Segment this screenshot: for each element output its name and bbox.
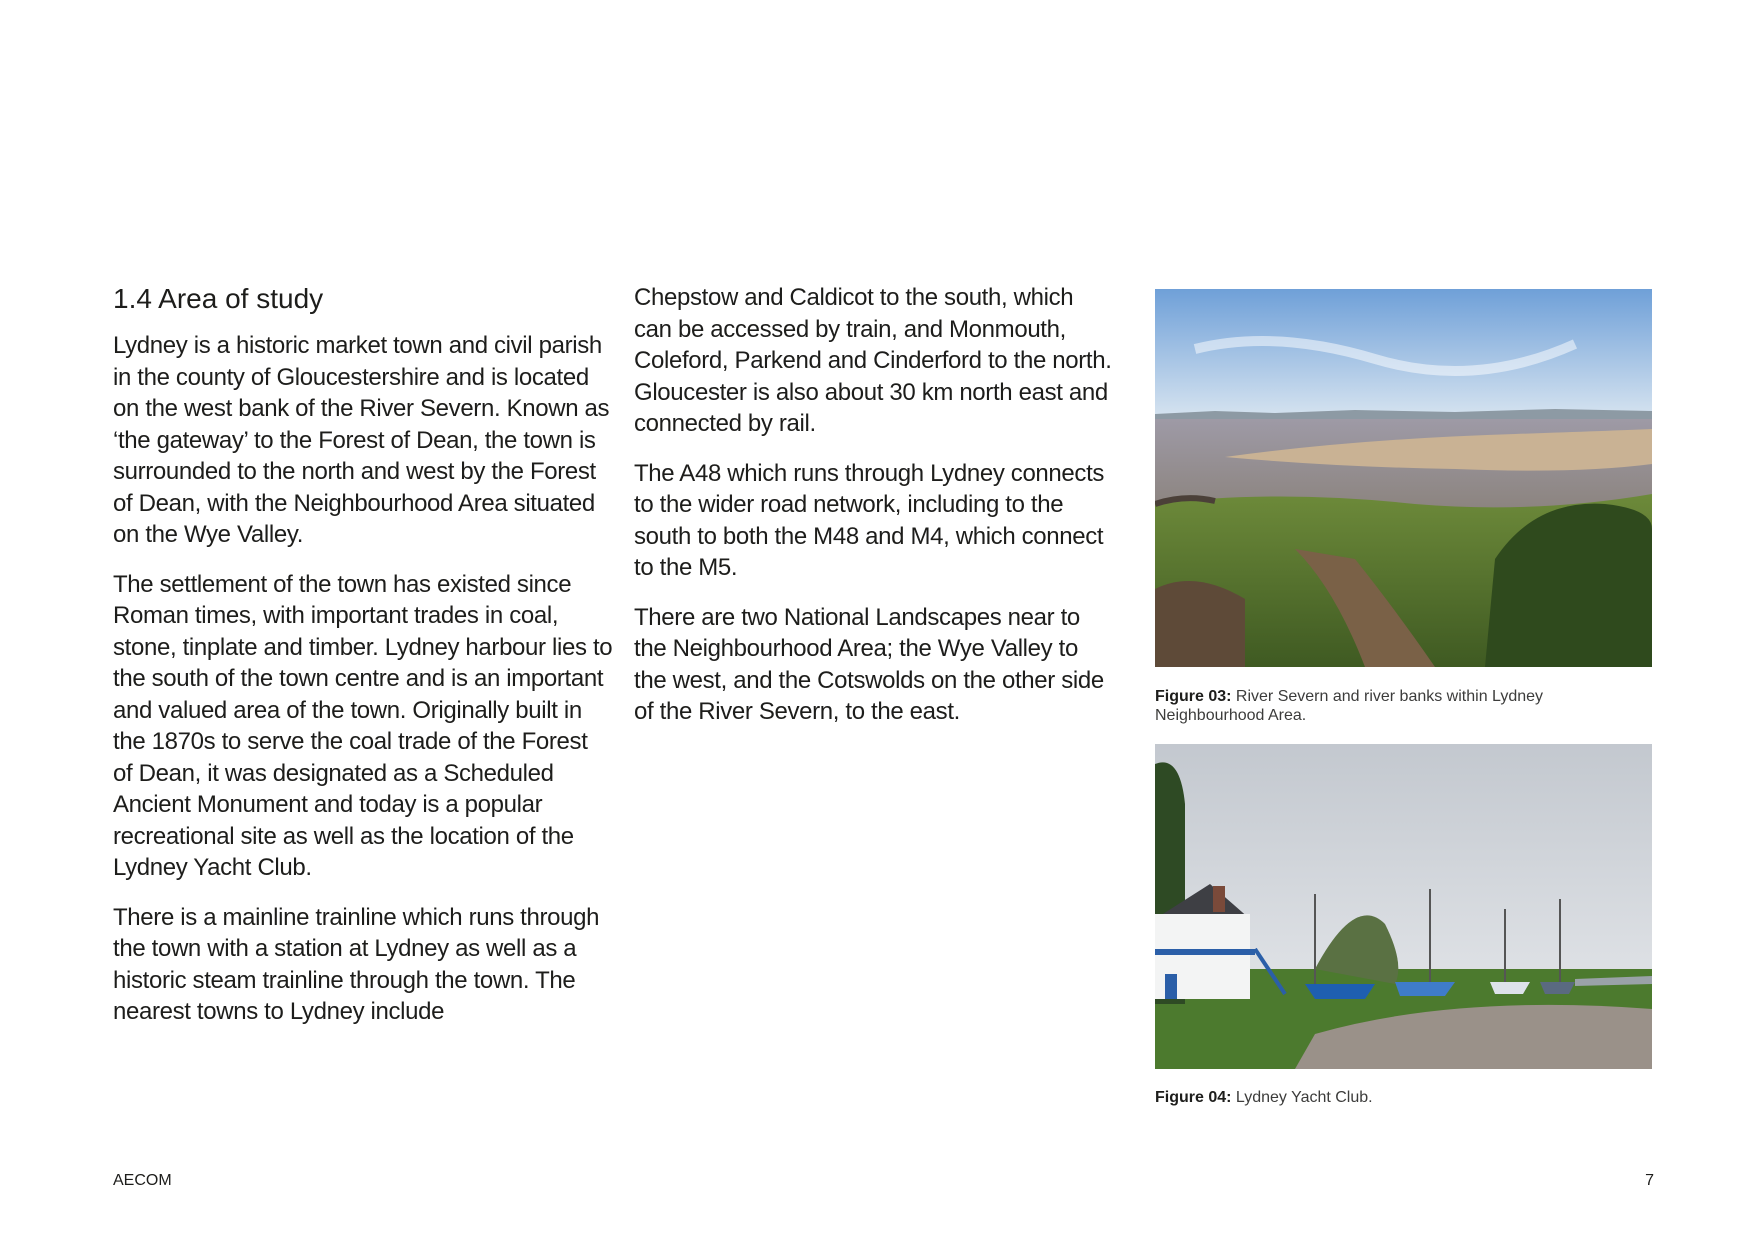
paragraph: Lydney is a historic market town and civil parish in the county of Gloucestershire and is located on the west bank of the River Severn. Known as ‘the gateway’ to the Forest of Dean, the town is surrounded to the north and west by the Forest of Dean, with the Neighbourhood Area situated on the Wye Valley. (113, 332, 610, 548)
paragraph: There is a mainline trainline which runs through the town with a station at Lydney as well as a historic steam trainline through the town. The nearest towns to Lydney include (113, 903, 600, 1025)
figure-04-caption (1155, 1088, 1655, 1107)
paragraph: Chepstow and Caldicot to the south, which can be accessed by train, and Monmouth, Coleford, Parkend and Cinderford to the north. Gloucester is also about 30 km north east and connected by rail. (634, 284, 1112, 437)
figure-04-photo (1155, 744, 1652, 1069)
figure-04-label: Figure 04: (1155, 1089, 1232, 1106)
text-column-2 (634, 282, 1114, 746)
figure-03-caption (1155, 687, 1655, 725)
footer-brand: AECOM (113, 1172, 172, 1189)
figure-03-caption-text: River Severn and river banks within Lydney Neighbourhood Area. (1155, 688, 1544, 724)
text-column-1 (113, 282, 613, 1046)
paragraph: The settlement of the town has existed since Roman times, with important trades in coal, stone, tinplate and timber. Lydney harbour lies to the south of the town centre and is an important and valued area of the town. Originally built in the 1870s to serve the coal trade of the Forest of Dean, it was designated as a Scheduled Ancient Monument and today is a popular recreational site as well as the location of the Lydney Yacht Club. (113, 570, 613, 881)
figure-03-label: Figure 03: (1155, 688, 1232, 705)
figure-04-caption-text: Lydney Yacht Club. (1235, 1089, 1373, 1106)
paragraph: There are two National Landscapes near to the Neighbourhood Area; the Wye Valley to the west, and the Cotswolds on the other side of the River Severn, to the east. (634, 603, 1104, 725)
page-number: 7 (1645, 1172, 1654, 1189)
figure-03-photo (1155, 289, 1652, 667)
section-heading: 1.4 Area of study (113, 283, 324, 314)
paragraph: The A48 which runs through Lydney connects to the wider road network, including to the south to both the M48 and M4, which connect to the M5. (634, 459, 1105, 581)
